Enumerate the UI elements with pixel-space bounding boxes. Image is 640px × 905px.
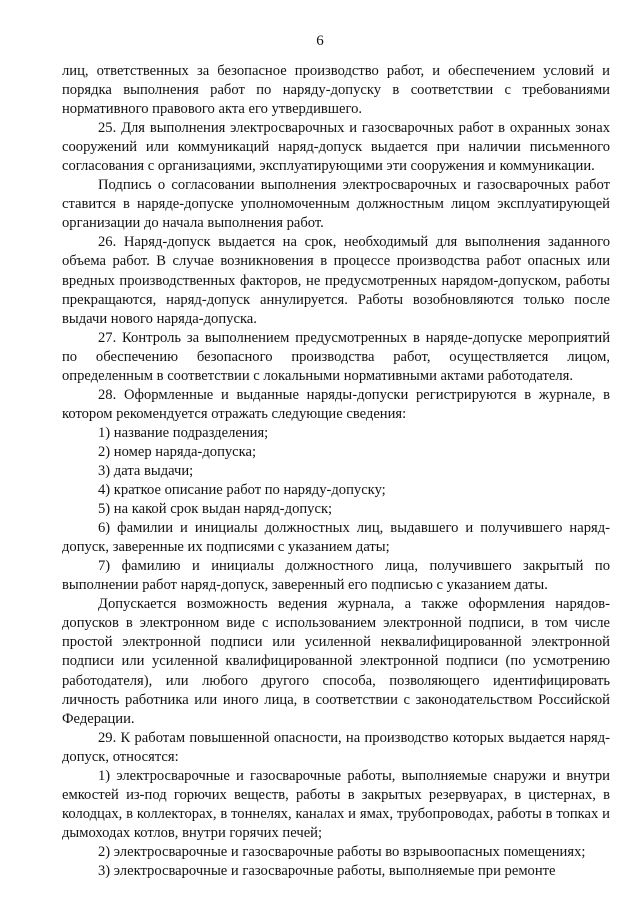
list-item: 7) фамилию и инициалы должностного лица, получившего закрытый по выполнении работ наряд-допуск, заверенный его подписью с указанием даты. (62, 558, 610, 594)
paragraph-item-26: 26. Наряд-допуск выдается на срок, необходимый для выполнения заданного объема работ. В случае возникновения в процессе производства работ опасных или вредных производственных факторов, не предусмотренных нарядом-допуском, работы прекращаются, наряд-допуск аннулируется. Работы возобновляются только после выдачи нового наряда-допуска. (62, 234, 610, 327)
document-body (62, 62, 610, 881)
list-item: 3) дата выдачи; (98, 462, 194, 479)
list-item: 6) фамилии и инициалы должностных лиц, выдавшего и получившего наряд-допуск, заверенные их подписями с указанием даты; (62, 520, 610, 556)
list-item: 1) электросварочные и газосварочные работы, выполняемые снаружи и внутри емкостей из-под горючих веществ, работы в закрытых резервуарах, в цистернах, в колодцах, в коллекторах, в тоннелях, каналах и ямах, трубопроводах, работы в топках и дымоходах котлов, внутри горячих печей; (62, 767, 610, 841)
list-item: 1) название подразделения; (98, 424, 269, 441)
paragraph-continuation: лиц, ответственных за безопасное производство работ, и обеспечением условий и порядка выполнения работ по наряду-допуску в соответствии с требованиями нормативного правового акта его утвердившего. (62, 63, 610, 118)
list-item: 4) краткое описание работ по наряду-допуску; (98, 482, 386, 499)
paragraph-item-25: 25. Для выполнения электросварочных и газосварочных работ в охранных зонах сооружений или коммуникаций наряд-допуск выдается при наличии письменного согласования с организациями, эксплуатирующими эти сооружения и коммуникации. (62, 120, 610, 175)
paragraph-item-28: 28. Оформленные и выданные наряды-допуски регистрируются в журнале, в котором рекомендуется отражать следующие сведения: (62, 386, 610, 422)
paragraph-item-29: 29. К работам повышенной опасности, на производство которых выдается наряд-допуск, относятся: (62, 729, 610, 765)
paragraph-item-27: 27. Контроль за выполнением предусмотренных в наряде-допуске мероприятий по обеспечению безопасного производства работ, осуществляется лицом, определенным в соответствии с локальными нормативными актами работодателя. (62, 329, 610, 384)
list-item: 2) электросварочные и газосварочные работы во взрывоопасных помещениях; (98, 843, 586, 860)
paragraph-electronic-journal: Допускается возможность ведения журнала, а также оформления нарядов-допусков в электронном виде с использованием электронной подписи, в том числе простой электронной подписи или усиленной неквалифицированной электронной подписи или усиленной квалифицированной электронной подписи (по усмотрению работодателя), или любого другого способа, позволяющего идентифицировать личность работника или иного лица, в соответствии с законодательством Российской Федерации. (62, 596, 610, 727)
paragraph-approval-signature: Подпись о согласовании выполнения электросварочных и газосварочных работ ставится в наряде-допуске уполномоченным должностным лицом эксплуатирующей организации до начала выполнения работ. (62, 177, 610, 232)
list-item: 3) электросварочные и газосварочные работы, выполняемые при ремонте (98, 862, 556, 879)
list-item: 2) номер наряда-допуска; (98, 443, 257, 460)
list-item: 5) на какой срок выдан наряд-допуск; (98, 501, 333, 518)
page-number: 6 (316, 33, 324, 49)
